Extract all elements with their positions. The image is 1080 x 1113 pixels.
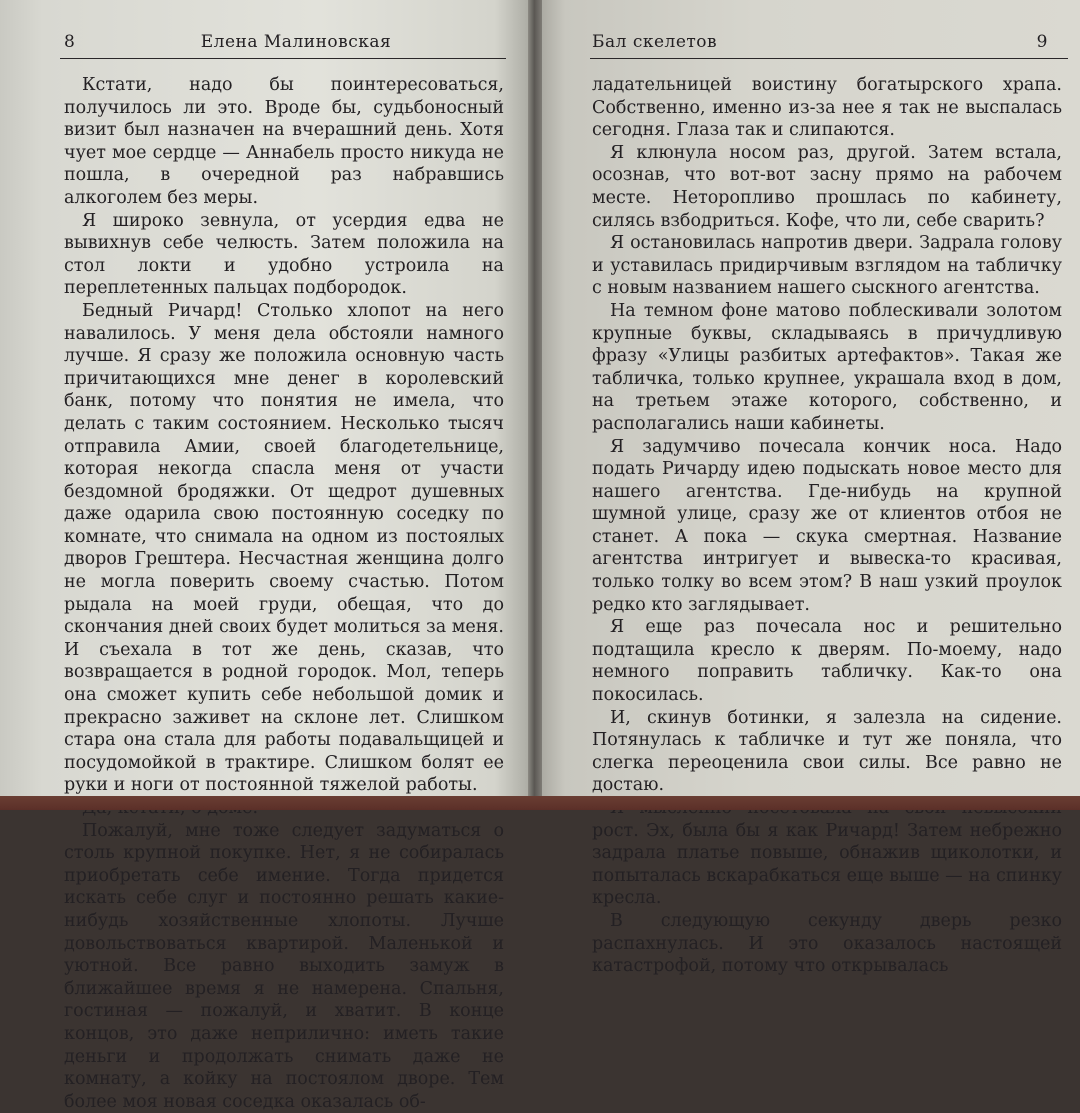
page-number-left: 8 — [64, 32, 76, 52]
book-gutter — [528, 0, 542, 810]
paragraph: рост. Эх, была бы я как Ричард! Затем небрежно задрала платье повыше, обнажив щиколотки, и попыталась вскарабкаться еще выше — на спинку кресла. — [592, 820, 1062, 909]
left-page — [0, 0, 532, 1112]
left-page-text — [64, 74, 504, 1113]
paragraph: Я задумчиво почесала кончик носа. Надо подать Ричарду идею подыскать новое место для нашего агентства. Где-нибудь на крупной шумной улице, сразу же от клиентов отбоя не станет. А пока — скука смертная. Название агентства интригует и вывеска-то красивая, только толку во всем этом? В наш узкий проулок редко кто заглядывает. — [592, 436, 1062, 615]
paragraph: Бедный Ричард! Столько хлопот на него навалилось. У меня дела обстояли намного лучше. Я сразу же положила основную часть причитающихся мне денег в королевский банк, потому что понятия не имела, что делать с таким состоянием. Несколько тысяч отправила Амии, своей благодетельнице, которая некогда спасла меня от участи бездомной бродяжки. От щедрот душевных даже одарила свою постоянную соседку по комнате, что снимала на одном из постоялых дворов Грештера. Несчастная женщина долго не могла поверить своему счастью. Потом рыдала на моей груди, обещая, что до скончания дней своих будет молиться за меня. И съехала в тот же день, сказав, что возвращается в родной городок. Мол, теперь она сможет купить себе небольшой домик и прекрасно заживет на склоне лет. Слишком стара она стала для работы подавальщицей и посудомойкой в трактире. Слишком болят ее руки и ноги от постоянной тяжелой работы. — [64, 300, 504, 796]
paragraph: Я широко зевнула, от усердия едва не вывихнув себе челюсть. Затем положила на стол локти и удобно устроила на переплетенных пальцах подбородок. — [64, 210, 504, 299]
header-rule-left — [60, 58, 506, 59]
right-page — [538, 0, 1080, 977]
paragraph: Пожалуй, мне тоже следует задуматься о столь крупной покупке. Нет, я не собиралась приобретать себе имение. Тогда придется искать себе слуг и постоянно решать какие-нибудь хозяйственные хлопоты. Лучше довольствоваться квартирой. Маленькой и уютной. Все равно выходить замуж в ближайшее время я не намерена. Спальня, гостиная — пожалуй, и хватит. В конце концов, это даже неприлично: иметь такие деньги и продолжать снимать даже не комнату, а койку на постоялом дворе. Тем более моя новая соседка оказалась об- — [64, 820, 504, 1112]
paragraph: Кстати, надо бы поинтересоваться, получилось ли это. Вроде бы, судьбоносный визит был назначен на вчерашний день. Хотя чует мое сердце — Аннабель просто никуда не пошла, в очередной раз набравшись алкоголем без меры. — [64, 75, 504, 208]
paragraph: И, скинув ботинки, я залезла на сидение. Потянулась к табличке и тут же поняла, что слегка переоценила свои силы. Все равно не достаю. — [592, 707, 1062, 796]
page-number-right: 9 — [1036, 32, 1048, 52]
header-rule-right — [590, 58, 1068, 59]
running-head-title: Бал скелетов — [592, 32, 718, 52]
paragraph: В следующую секунду дверь резко распахнулась. И это оказалось настоящей катастрофой, потому что открывалась — [592, 910, 1062, 977]
running-head-author: Елена Малиновская — [200, 32, 392, 52]
paragraph: ладательницей воистину богатырского храпа. Собственно, именно из-за нее я так не выспалась сегодня. Глаза так и слипаются. — [592, 75, 1062, 141]
paragraph: На темном фоне матово поблескивали золотом крупные буквы, складываясь в причудливую фразу «Улицы разбитых артефактов». Такая же табличка, только крупнее, украшала вход в дом, на третьем этаже которого, собственно, и располагались наши кабинеты. — [592, 300, 1062, 434]
table-surface — [0, 796, 1080, 810]
paragraph: Я клюнула носом раз, другой. Затем встала, осознав, что вот-вот засну прямо на рабочем месте. Неторопливо прошлась по кабинету, силясь взбодриться. Кофе, что ли, себе сварить? — [592, 142, 1062, 231]
right-page-text — [592, 74, 1062, 978]
paragraph: Я остановилась напротив двери. Задрала голову и уставилась придирчивым взглядом на табличку с новым названием нашего сыскного агентства. — [592, 233, 1062, 299]
paragraph: Я еще раз почесала нос и решительно подтащила кресло к дверям. По-моему, надо немного поправить табличку. Как-то она покосилась. — [592, 617, 1062, 706]
